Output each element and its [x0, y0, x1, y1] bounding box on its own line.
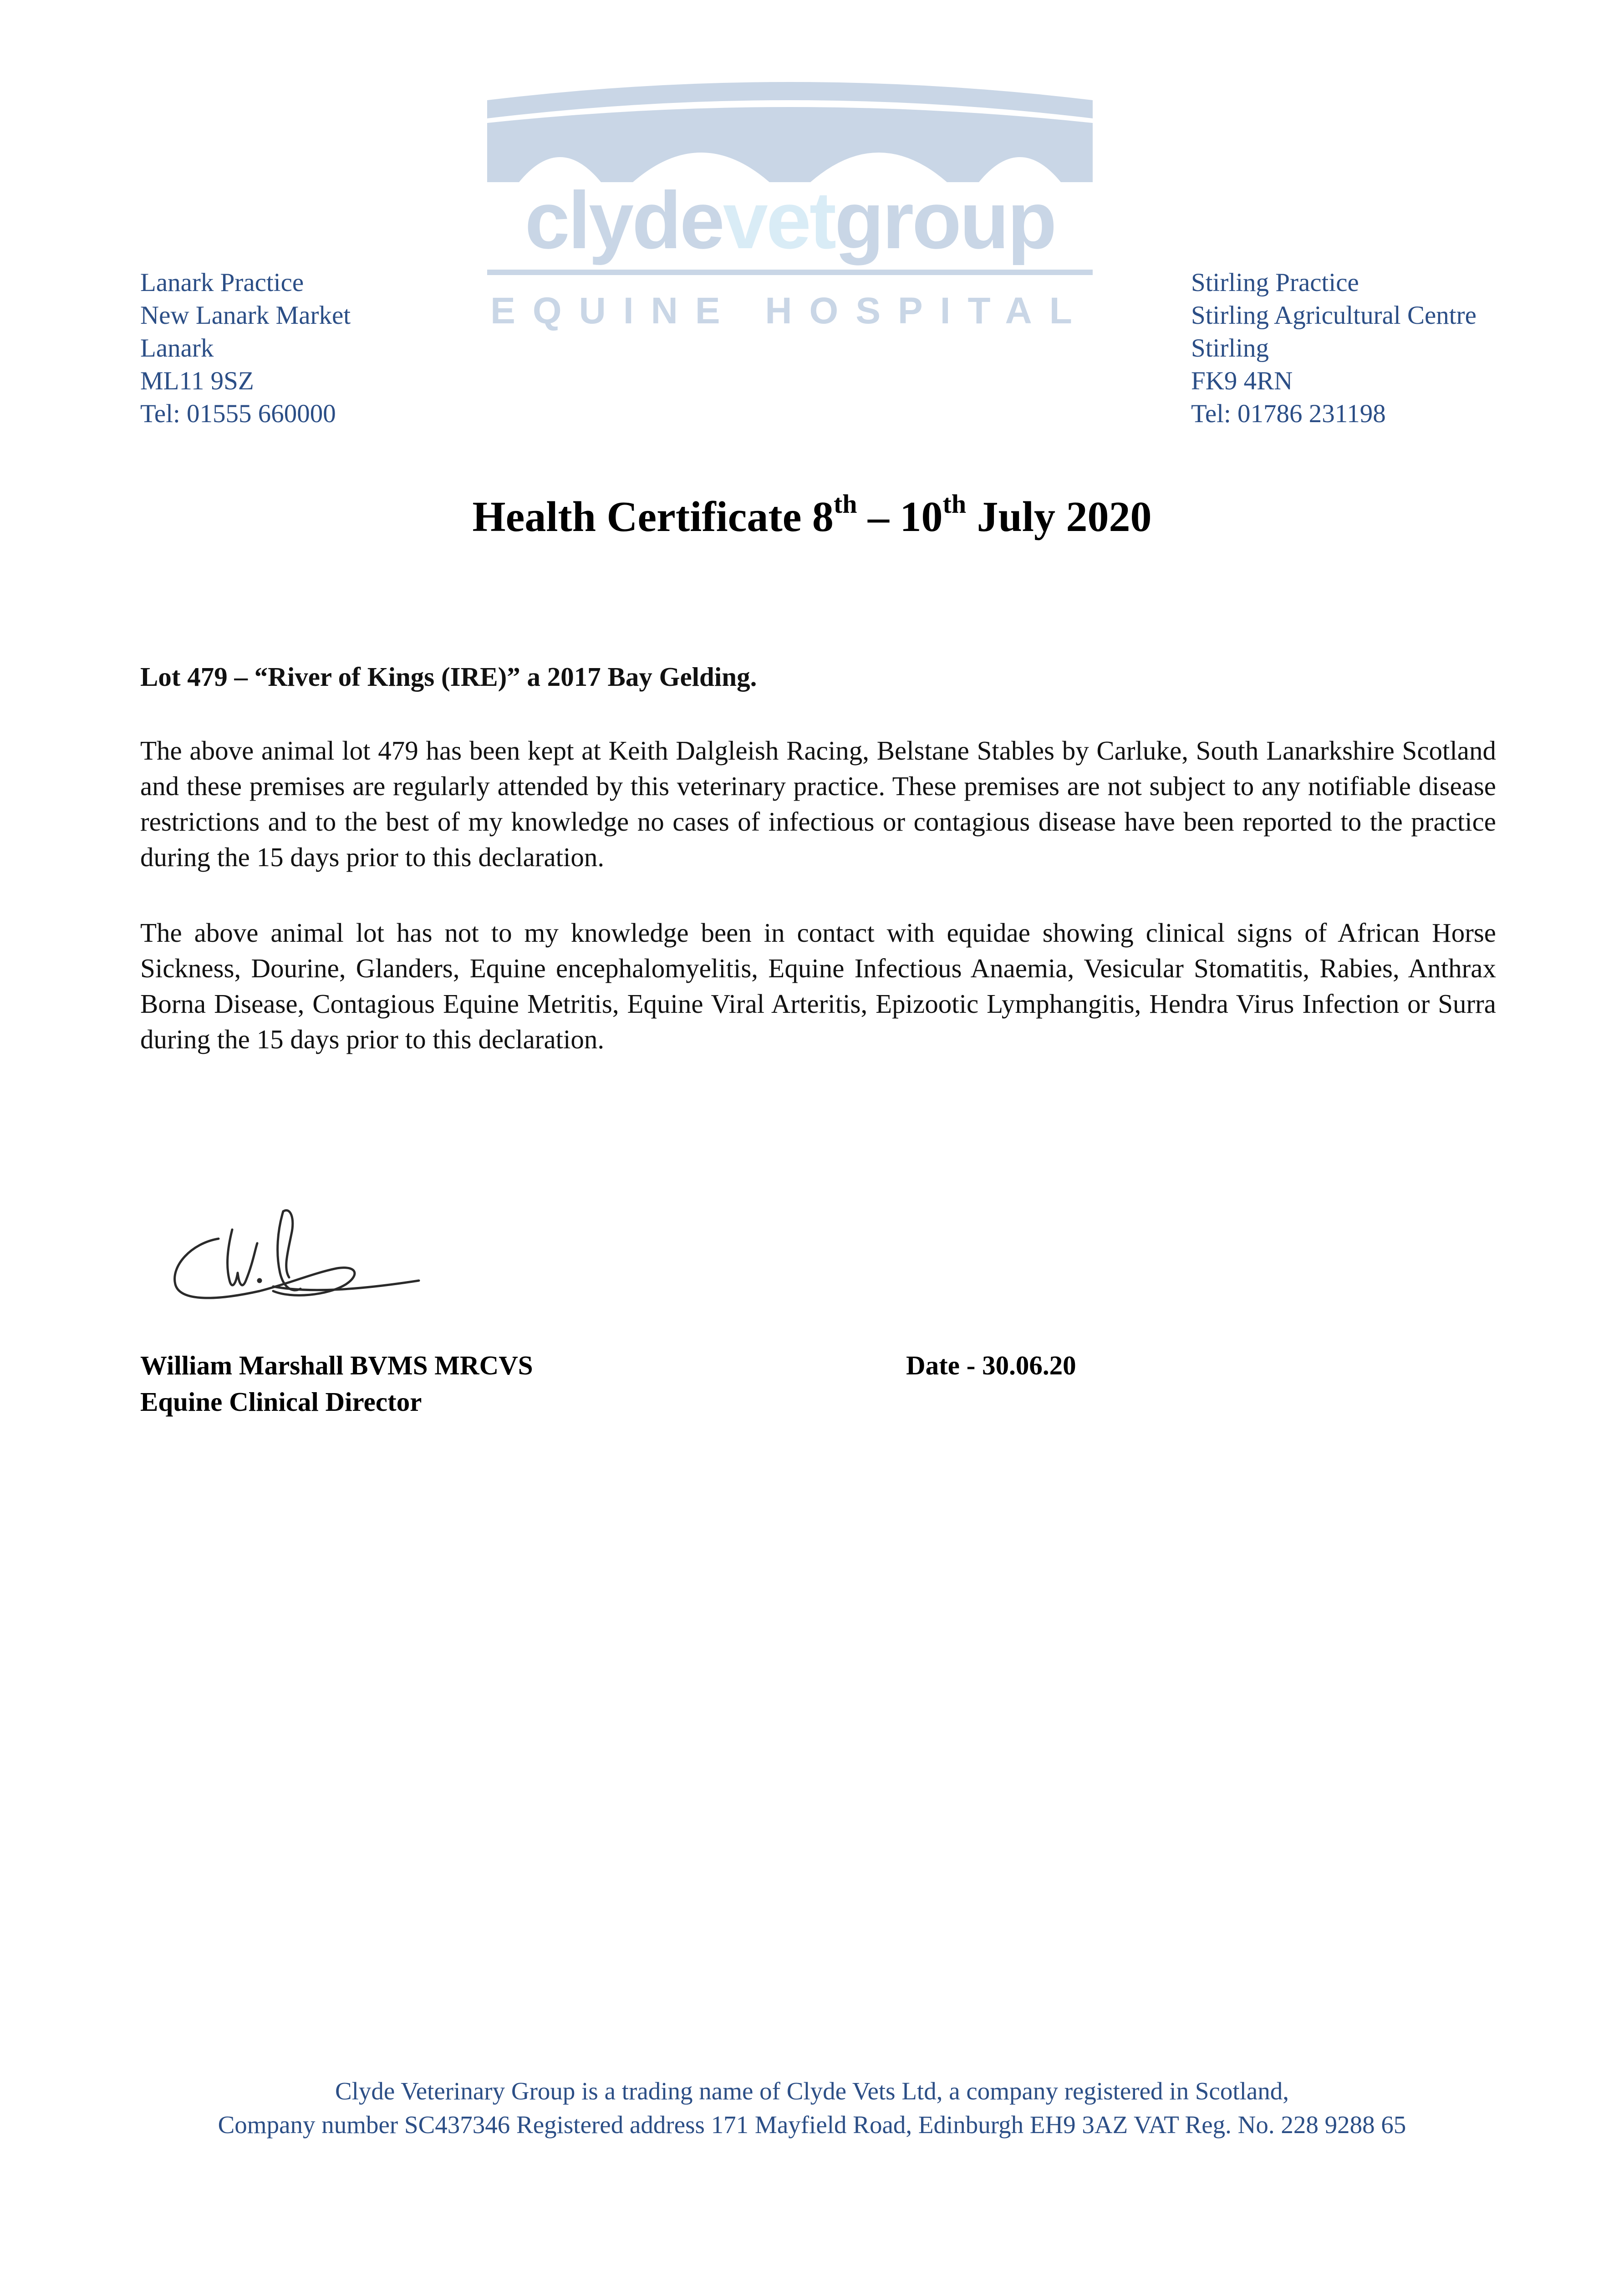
logo-divider [487, 270, 1093, 275]
page-title [0, 490, 1624, 544]
declaration-date: Date - 30.06.20 [906, 1350, 1076, 1380]
handwritten-signature [164, 1175, 437, 1312]
address-line: Stirling [1191, 334, 1269, 362]
signatory-name: William Marshall BVMS MRCVS [140, 1350, 533, 1380]
lot-heading: Lot 479 – “River of Kings (IRE)” a 2017 Bay Gelding. [140, 662, 757, 692]
footer-line: Clyde Veterinary Group is a trading name of Clyde Vets Ltd, a company registered in Scotland, [335, 2077, 1289, 2105]
title-ordinal: th [833, 489, 857, 519]
bridge-arches-shape [487, 107, 1093, 182]
disease-contact-declaration: The above animal lot has not to my knowledge been in contact with equidae showing clinical signs of African Horse Sickness, Dourine, Glanders, Equine encephalomyelitis, Equine Infectious Anaemia, Vesicular Stomatitis, Rabies, Anthrax Borna Disease, Contagious Equine Metritis, Equine Viral Arteritis, Epizootic Lymphangitis, Hendra Virus Infection or Surra during the 15 days prior to this declaration. [140, 918, 1496, 1054]
address-line: Stirling Agricultural Centre [1191, 301, 1476, 330]
address-line: Lanark [140, 334, 214, 362]
logo-wordmark-group: group [835, 175, 1055, 265]
telephone: Tel: 01555 660000 [140, 399, 336, 428]
title-ordinal: th [942, 489, 967, 519]
logo-tagline: EQUINE HOSPITAL [490, 290, 1089, 332]
title-prefix: Health Certificate 8 [472, 493, 834, 541]
title-middle: – 10 [857, 493, 943, 541]
title-suffix: July 2020 [966, 493, 1152, 541]
logo-wordmark-clyde: clyde [524, 175, 723, 265]
stirling-practice-address [1191, 266, 1476, 430]
postcode: ML11 9SZ [140, 367, 254, 395]
signatory-block [140, 1347, 533, 1420]
practice-name: Stirling Practice [1191, 268, 1359, 297]
practice-name: Lanark Practice [140, 268, 304, 297]
postcode: FK9 4RN [1191, 367, 1293, 395]
address-line: New Lanark Market [140, 301, 351, 330]
telephone: Tel: 01786 231198 [1191, 399, 1386, 428]
lanark-practice-address [140, 266, 351, 430]
signatory-role: Equine Clinical Director [140, 1387, 422, 1417]
logo-wordmark [525, 175, 1055, 265]
footer-line: Company number SC437346 Registered address 171 Mayfield Road, Edinburgh EH9 3AZ VAT Reg. No. 228 9288 65 [218, 2111, 1406, 2139]
logo-wordmark-vet: vet [723, 175, 835, 265]
company-footer [0, 2074, 1624, 2142]
premises-declaration: The above animal lot 479 has been kept at Keith Dalgleish Racing, Belstane Stables by Carluke, South Lanarkshire Scotland and these premises are regularly attended by this veterinary practice. These premises are not subject to any notifiable disease restrictions and to the best of my knowledge no cases of infectious or contagious disease have been reported to the practice during the 15 days prior to this declaration. [140, 735, 1496, 872]
clyde-vet-group-logo [487, 68, 1093, 332]
